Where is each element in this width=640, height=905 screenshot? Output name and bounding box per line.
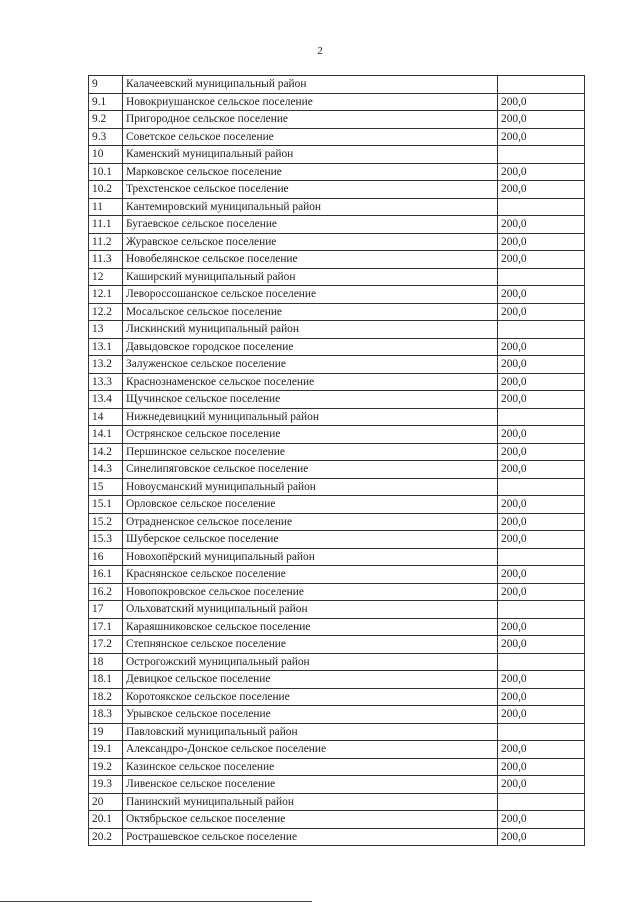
row-value-cell: [498, 478, 585, 496]
table-row: [89, 478, 585, 496]
row-value-cell: 200,0: [498, 496, 585, 514]
row-value-cell: 200,0: [498, 356, 585, 374]
row-number-cell: 15.2: [89, 513, 123, 531]
allocation-table-body: [89, 76, 585, 846]
row-name-cell: Павловский муниципальный район: [123, 723, 498, 741]
row-number-cell: 19: [89, 723, 123, 741]
row-value-cell: [498, 653, 585, 671]
row-value-cell: 200,0: [498, 566, 585, 584]
table-row: [89, 741, 585, 759]
row-number-cell: 13.3: [89, 373, 123, 391]
row-name-cell: Левороссошанское сельское поселение: [123, 286, 498, 304]
row-number-cell: 20.2: [89, 828, 123, 846]
table-row: [89, 426, 585, 444]
row-value-cell: 200,0: [498, 426, 585, 444]
row-number-cell: 11.2: [89, 233, 123, 251]
page-number: 2: [317, 45, 323, 57]
row-number-cell: 12.2: [89, 303, 123, 321]
table-row: [89, 583, 585, 601]
row-value-cell: 200,0: [498, 128, 585, 146]
row-value-cell: 200,0: [498, 706, 585, 724]
table-row: [89, 618, 585, 636]
row-name-cell: Орловское сельское поселение: [123, 496, 498, 514]
row-value-cell: 200,0: [498, 513, 585, 531]
row-name-cell: Острянское сельское поселение: [123, 426, 498, 444]
row-name-cell: Калачеевский муниципальный район: [123, 76, 498, 94]
row-number-cell: 10.1: [89, 163, 123, 181]
row-number-cell: 10.2: [89, 181, 123, 199]
row-number-cell: 14.3: [89, 461, 123, 479]
table-row: [89, 443, 585, 461]
table-row: [89, 373, 585, 391]
row-name-cell: Нижнедевицкий муниципальный район: [123, 408, 498, 426]
row-name-cell: Шуберское сельское поселение: [123, 531, 498, 549]
table-row: [89, 653, 585, 671]
table-row: [89, 251, 585, 269]
table-row: [89, 531, 585, 549]
row-number-cell: 17.1: [89, 618, 123, 636]
table-row: [89, 513, 585, 531]
row-name-cell: Ливенское сельское поселение: [123, 776, 498, 794]
row-number-cell: 13.4: [89, 391, 123, 409]
row-number-cell: 13.2: [89, 356, 123, 374]
row-number-cell: 14: [89, 408, 123, 426]
table-row: [89, 356, 585, 374]
row-value-cell: 200,0: [498, 111, 585, 129]
row-name-cell: Бугаевское сельское поселение: [123, 216, 498, 234]
row-value-cell: 200,0: [498, 688, 585, 706]
table-row: [89, 198, 585, 216]
row-value-cell: 200,0: [498, 741, 585, 759]
row-name-cell: Пригородное сельское поселение: [123, 111, 498, 129]
table-row: [89, 636, 585, 654]
table-row: [89, 811, 585, 829]
row-value-cell: 200,0: [498, 811, 585, 829]
row-name-cell: Новоусманский муниципальный район: [123, 478, 498, 496]
row-value-cell: [498, 268, 585, 286]
table-row: [89, 76, 585, 94]
row-name-cell: Синелипяговское сельское поселение: [123, 461, 498, 479]
row-number-cell: 15: [89, 478, 123, 496]
footer-divider: [0, 901, 312, 902]
row-value-cell: 200,0: [498, 636, 585, 654]
row-number-cell: 15.3: [89, 531, 123, 549]
row-name-cell: Новопокровское сельское поселение: [123, 583, 498, 601]
row-name-cell: Краснянское сельское поселение: [123, 566, 498, 584]
table-row: [89, 758, 585, 776]
row-number-cell: 10: [89, 146, 123, 164]
row-name-cell: Краснознаменское сельское поселение: [123, 373, 498, 391]
row-number-cell: 18.1: [89, 671, 123, 689]
row-value-cell: 200,0: [498, 758, 585, 776]
row-name-cell: Советское сельское поселение: [123, 128, 498, 146]
row-name-cell: Новохопёрский муниципальный район: [123, 548, 498, 566]
row-number-cell: 19.3: [89, 776, 123, 794]
table-row: [89, 496, 585, 514]
row-name-cell: Панинский муниципальный район: [123, 793, 498, 811]
row-value-cell: 200,0: [498, 671, 585, 689]
row-name-cell: Новобелянское сельское поселение: [123, 251, 498, 269]
row-name-cell: Отрадненское сельское поселение: [123, 513, 498, 531]
row-number-cell: 17.2: [89, 636, 123, 654]
table-row: [89, 286, 585, 304]
row-value-cell: 200,0: [498, 828, 585, 846]
row-name-cell: Мосальское сельское поселение: [123, 303, 498, 321]
row-value-cell: 200,0: [498, 338, 585, 356]
row-name-cell: Каменский муниципальный район: [123, 146, 498, 164]
row-number-cell: 15.1: [89, 496, 123, 514]
table-row: [89, 408, 585, 426]
row-name-cell: Кантемировский муниципальный район: [123, 198, 498, 216]
table-row: [89, 146, 585, 164]
row-number-cell: 18.3: [89, 706, 123, 724]
row-value-cell: 200,0: [498, 373, 585, 391]
row-name-cell: Каширский муниципальный район: [123, 268, 498, 286]
table-row: [89, 303, 585, 321]
row-value-cell: 200,0: [498, 776, 585, 794]
row-number-cell: 20.1: [89, 811, 123, 829]
row-value-cell: 200,0: [498, 303, 585, 321]
row-value-cell: 200,0: [498, 163, 585, 181]
row-value-cell: [498, 601, 585, 619]
table-row: [89, 93, 585, 111]
table-row: [89, 566, 585, 584]
row-name-cell: Урывское сельское поселение: [123, 706, 498, 724]
row-name-cell: Коротоякское сельское поселение: [123, 688, 498, 706]
row-number-cell: 14.1: [89, 426, 123, 444]
row-value-cell: [498, 146, 585, 164]
row-name-cell: Александро-Донское сельское поселение: [123, 741, 498, 759]
table-row: [89, 233, 585, 251]
row-value-cell: 200,0: [498, 251, 585, 269]
row-name-cell: Щучинское сельское поселение: [123, 391, 498, 409]
table-row: [89, 181, 585, 199]
table-row: [89, 216, 585, 234]
table-row: [89, 601, 585, 619]
table-row: [89, 321, 585, 339]
row-value-cell: 200,0: [498, 443, 585, 461]
row-value-cell: [498, 408, 585, 426]
row-number-cell: 9.3: [89, 128, 123, 146]
row-number-cell: 17: [89, 601, 123, 619]
table-row: [89, 461, 585, 479]
row-number-cell: 13: [89, 321, 123, 339]
row-number-cell: 20: [89, 793, 123, 811]
row-name-cell: Новокриушанское сельское поселение: [123, 93, 498, 111]
table-row: [89, 793, 585, 811]
row-number-cell: 11: [89, 198, 123, 216]
table-row: [89, 163, 585, 181]
row-name-cell: Давыдовское городское поселение: [123, 338, 498, 356]
row-name-cell: Лискинский муниципальный район: [123, 321, 498, 339]
allocation-table: [88, 75, 585, 846]
table-row: [89, 548, 585, 566]
row-name-cell: Казинское сельское поселение: [123, 758, 498, 776]
row-name-cell: Ольховатский муниципальный район: [123, 601, 498, 619]
row-value-cell: 200,0: [498, 93, 585, 111]
row-name-cell: Острогожский муниципальный район: [123, 653, 498, 671]
table-row: [89, 688, 585, 706]
row-name-cell: Журавское сельское поселение: [123, 233, 498, 251]
table-row: [89, 776, 585, 794]
row-value-cell: 200,0: [498, 181, 585, 199]
row-value-cell: [498, 76, 585, 94]
row-value-cell: [498, 198, 585, 216]
row-value-cell: [498, 723, 585, 741]
table-row: [89, 706, 585, 724]
row-number-cell: 18.2: [89, 688, 123, 706]
table-row: [89, 671, 585, 689]
row-number-cell: 16.1: [89, 566, 123, 584]
row-name-cell: Залуженское сельское поселение: [123, 356, 498, 374]
row-name-cell: Марковское сельское поселение: [123, 163, 498, 181]
table-row: [89, 723, 585, 741]
row-value-cell: 200,0: [498, 216, 585, 234]
row-number-cell: 19.1: [89, 741, 123, 759]
row-number-cell: 16: [89, 548, 123, 566]
row-number-cell: 9.1: [89, 93, 123, 111]
row-name-cell: Степнянское сельское поселение: [123, 636, 498, 654]
row-value-cell: 200,0: [498, 618, 585, 636]
row-number-cell: 13.1: [89, 338, 123, 356]
row-name-cell: Караяшниковское сельское поселение: [123, 618, 498, 636]
row-name-cell: Рострашевское сельское поселение: [123, 828, 498, 846]
table-row: [89, 111, 585, 129]
row-value-cell: [498, 321, 585, 339]
row-value-cell: 200,0: [498, 583, 585, 601]
table-row: [89, 828, 585, 846]
table-row: [89, 391, 585, 409]
table-row: [89, 268, 585, 286]
row-value-cell: 200,0: [498, 233, 585, 251]
row-number-cell: 11.3: [89, 251, 123, 269]
table-row: [89, 128, 585, 146]
row-number-cell: 9: [89, 76, 123, 94]
row-number-cell: 19.2: [89, 758, 123, 776]
row-number-cell: 16.2: [89, 583, 123, 601]
row-value-cell: [498, 793, 585, 811]
row-value-cell: [498, 548, 585, 566]
row-number-cell: 18: [89, 653, 123, 671]
row-name-cell: Октябрьское сельское поселение: [123, 811, 498, 829]
row-value-cell: 200,0: [498, 531, 585, 549]
row-number-cell: 11.1: [89, 216, 123, 234]
row-name-cell: Девицкое сельское поселение: [123, 671, 498, 689]
table-row: [89, 338, 585, 356]
row-name-cell: Першинское сельское поселение: [123, 443, 498, 461]
row-number-cell: 12: [89, 268, 123, 286]
row-value-cell: 200,0: [498, 391, 585, 409]
row-number-cell: 9.2: [89, 111, 123, 129]
row-number-cell: 14.2: [89, 443, 123, 461]
row-value-cell: 200,0: [498, 286, 585, 304]
row-number-cell: 12.1: [89, 286, 123, 304]
row-name-cell: Трехстенское сельское поселение: [123, 181, 498, 199]
row-value-cell: 200,0: [498, 461, 585, 479]
